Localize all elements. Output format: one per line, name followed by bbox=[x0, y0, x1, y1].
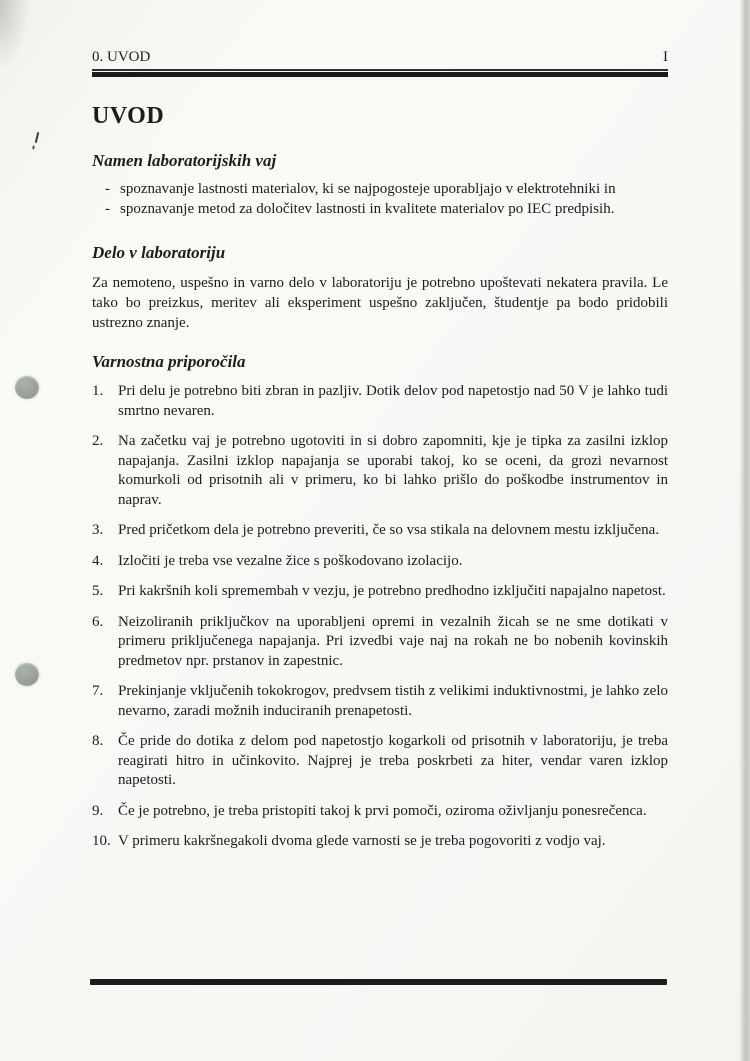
scan-edge-shadow bbox=[739, 0, 750, 1061]
item-text: Na začetku vaj je potrebno ugotoviti in si dobro zapomniti, kje je tipka za zasilni izklop napajanja. Zasilni izklop napajanja se uporabi takoj, ko se oceni, da grozi nevarnost komurkoli od prisotnih ali v primeru, ko bi lahko prišlo do poškodbe instrumentov in naprav. bbox=[118, 433, 668, 508]
bullet-text: spoznavanje metod za določitev lastnosti in kvalitete materialov po IEC predpisih. bbox=[120, 200, 615, 217]
scan-corner-smudge bbox=[0, 0, 30, 70]
purpose-bullet-list bbox=[92, 180, 668, 219]
list-item bbox=[92, 732, 668, 791]
item-number: 5. bbox=[92, 583, 104, 599]
running-header bbox=[92, 48, 668, 66]
binder-hole-bottom bbox=[15, 663, 39, 686]
item-text: V primeru kakršnegakoli dvoma glede varnosti se je treba pogovoriti z vodjo vaj. bbox=[118, 833, 606, 849]
binder-hole-top bbox=[15, 376, 39, 399]
section-heading-labwork: Delo v laboratoriju bbox=[92, 243, 226, 262]
list-item bbox=[92, 582, 668, 602]
item-number: 3. bbox=[92, 522, 104, 538]
list-item bbox=[92, 802, 668, 822]
header-chapter-label: 0. UVOD bbox=[92, 49, 151, 65]
item-number: 8. bbox=[92, 733, 104, 749]
item-text: Prekinjanje vključenih tokokrogov, predvsem tistih z velikimi induktivnostmi, je lahko zelo nevarno, zaradi možnih induciranih prenapetosti. bbox=[118, 683, 668, 719]
header-rule-thin bbox=[92, 69, 668, 71]
list-item bbox=[105, 200, 668, 220]
list-item bbox=[92, 382, 668, 421]
item-number: 1. bbox=[92, 383, 104, 399]
labwork-paragraph: Za nemoteno, uspešno in varno delo v laboratoriju je potrebno upoštevati nekatera pravila. Le tako bo preizkus, meritev ali eksperiment uspešno zaključen, študentje pa bodo pridobili ustrezno znanje. bbox=[92, 275, 668, 331]
header-rule-thick bbox=[92, 72, 668, 77]
pen-mark bbox=[35, 132, 40, 143]
list-item bbox=[92, 613, 668, 672]
list-item bbox=[92, 552, 668, 572]
section-heading-safety: Varnostna priporočila bbox=[92, 352, 246, 371]
section-heading-purpose: Namen laboratorijskih vaj bbox=[92, 151, 277, 170]
page-content bbox=[92, 0, 668, 863]
item-number: 7. bbox=[92, 683, 104, 699]
item-text: Če pride do dotika z delom pod napetostjo kogarkoli od prisotnih v laboratoriju, je treba reagirati hitro in učinkovito. Najprej je treba poskrbeti za hiter, vendar varen izklop napetosti. bbox=[118, 733, 668, 788]
item-number: 6. bbox=[92, 613, 104, 630]
bullet-text: spoznavanje lastnosti materialov, ki se najpogosteje uporabljajo v elektrotehniki in bbox=[120, 181, 616, 197]
bullet-marker: - bbox=[105, 181, 110, 197]
item-text: Če je potrebno, je treba pristopiti takoj k prvi pomoči, oziroma oživljanju ponesrečenca. bbox=[118, 802, 647, 819]
header-page-number: I bbox=[663, 49, 668, 65]
list-item bbox=[92, 682, 668, 721]
list-item bbox=[92, 521, 668, 541]
item-number: 9. bbox=[92, 802, 104, 819]
item-text: Neizoliranih priključkov na uporabljeni opremi in vezalnih žicah se ne sme dotikati v primeru priključenega napajanja. Pri izvedbi vaje naj na rokah ne bo nobenih kovinskih predmetov npr. prstanov in zapestnic. bbox=[118, 613, 668, 669]
item-number: 2. bbox=[92, 433, 104, 449]
item-text: Pri kakršnih koli spremembah v vezju, je potrebno predhodno izključiti napajalno napetost. bbox=[118, 583, 666, 599]
item-number: 10. bbox=[92, 833, 111, 849]
bullet-marker: - bbox=[105, 200, 110, 217]
footer-rule bbox=[90, 979, 667, 985]
item-text: Pred pričetkom dela je potrebno preveriti, če so vsa stikala na delovnem mestu izključena. bbox=[118, 522, 660, 538]
item-text: Izločiti je treba vse vezalne žice s poškodovano izolacijo. bbox=[118, 552, 463, 569]
list-item bbox=[92, 432, 668, 510]
list-item bbox=[105, 180, 668, 200]
list-item bbox=[92, 832, 668, 852]
item-number: 4. bbox=[92, 552, 104, 569]
page-title: UVOD bbox=[92, 103, 165, 129]
item-text: Pri delu je potrebno biti zbran in pazljiv. Dotik delov pod napetostjo nad 50 V je lahko tudi smrtno nevaren. bbox=[118, 383, 668, 419]
safety-list bbox=[92, 382, 668, 852]
